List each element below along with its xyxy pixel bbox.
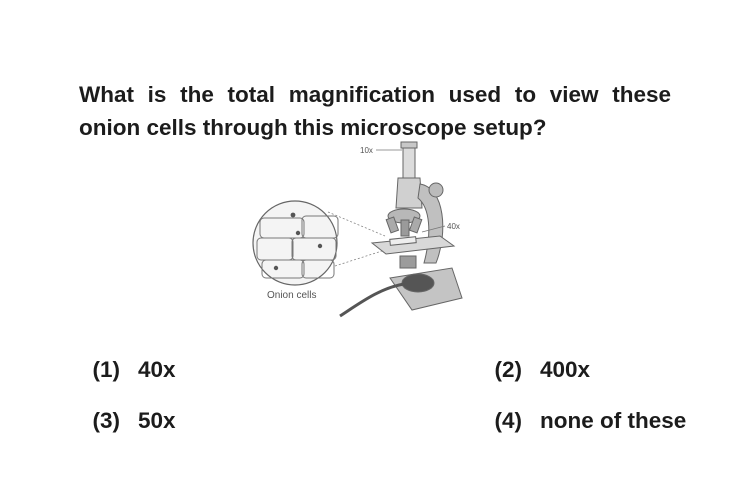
option-number: (1)	[92, 357, 121, 382]
onion-cells-magnified-view	[253, 201, 338, 285]
option-3[interactable]	[80, 382, 176, 434]
option-value: 400x	[540, 357, 591, 382]
option-4[interactable]	[482, 382, 686, 434]
option-2[interactable]	[482, 331, 590, 383]
objective-magnification-label: 40x	[447, 222, 460, 231]
option-number: (4)	[494, 408, 523, 433]
option-1[interactable]	[80, 331, 176, 383]
microscope-drawing	[340, 142, 462, 316]
microscope-figure	[240, 138, 490, 323]
option-number: (2)	[494, 357, 523, 382]
eyepiece-magnification-label: 10x	[360, 146, 373, 155]
specimen-label: Onion cells	[267, 290, 317, 301]
question-text: What is the total magnification used to view these onion cells through this microscope setup?	[79, 82, 671, 140]
option-value: none of these	[540, 408, 687, 433]
option-number: (3)	[92, 408, 121, 433]
option-value: 50x	[138, 408, 176, 433]
option-value: 40x	[138, 357, 176, 382]
